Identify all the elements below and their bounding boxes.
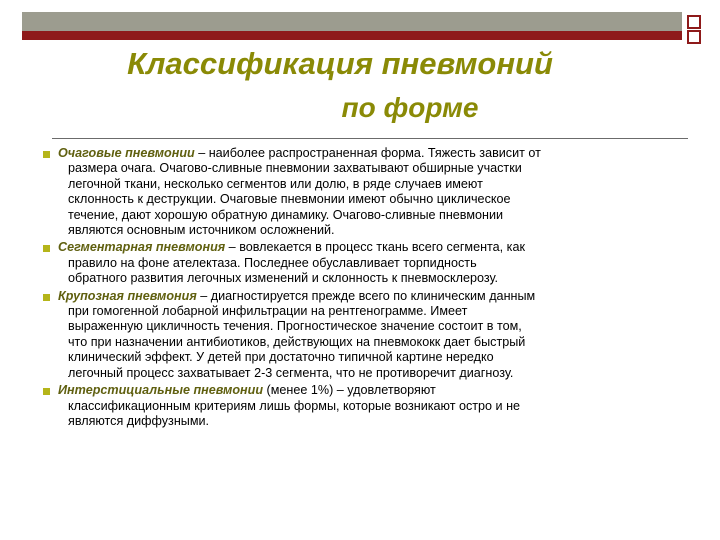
term-lobar: Крупозная пневмония bbox=[58, 288, 197, 303]
term-focal: Очаговые пневмонии bbox=[58, 146, 195, 160]
header-bar-red bbox=[22, 31, 682, 40]
text-line: склонность к деструкции. Очаговые пневмонии имеют обычно циклическое bbox=[68, 192, 511, 207]
title-divider bbox=[52, 138, 688, 139]
bullet-item-focal: Очаговые пневмонии – наиболее распространенная форма. Тяжесть зависит от размера очага. Очагово-сливные пневмонии захватывают обширные участки легочной ткани, несколько сегментов или долю, в ряде случаев имеют склонность к деструкции. Очаговые пневмонии имеют обычно циклическое течение, дают хорошую обратную динамику. Очагово-сливные пневмонии являются основным источником осложнений. bbox=[40, 146, 690, 238]
text-line: обратного развития легочных изменений и склонность к пневмосклерозу. bbox=[68, 271, 499, 286]
text-line: легочной ткани, несколько сегментов или долю, в ряде случаев имеют bbox=[68, 176, 483, 191]
bullet-square-icon bbox=[43, 151, 50, 158]
bullet-item-lobar: Крупозная пневмония – диагностируется прежде всего по клиническим данным при гомогенной лобарной инфильтрации на рентгенограмме. Имеет выраженную цикличность течения. Прогностическое значение состоит в том, что при назначении антибиотиков, действующих на пневмококк дает быстрый клинический эффект. У детей при достаточно типичной картине нередко легочный процесс захватывает 2-3 сегмента, что не противоречит диагнозу. bbox=[40, 289, 690, 381]
text-line: при гомогенной лобарной инфильтрации на рентгенограмме. Имеет bbox=[68, 304, 468, 319]
text-line: течение, дают хорошую обратную динамику. Очагово-сливные пневмонии bbox=[68, 207, 504, 222]
term-segmental: Сегментарная пневмония bbox=[58, 240, 226, 255]
bullet-square-icon bbox=[43, 245, 50, 252]
text-line: классификационным критериям лишь формы, которые возникают остро и не bbox=[68, 398, 521, 413]
text-line: выраженную цикличность течения. Прогностическое значение состоит в том, bbox=[68, 319, 522, 334]
term-interstitial: Интерстициальные пневмонии bbox=[58, 383, 264, 398]
bullet-square-icon bbox=[43, 294, 50, 301]
decorative-square-top bbox=[687, 15, 701, 29]
text-line: что при назначении антибиотиков, действующих на пневмококк дает быстрый bbox=[68, 334, 526, 349]
slide-subtitle: по форме bbox=[341, 92, 479, 123]
bullet-item-segmental: Сегментарная пневмония – вовлекается в процесс ткань всего сегмента, как правило на фоне ателектаза. Последнее обуславливает торпидность обратного развития легочных изменений и склонность к пневмосклерозу. bbox=[40, 240, 690, 286]
slide-title: Классификация пневмоний bbox=[127, 46, 553, 81]
text-line: являются основным источником осложнений. bbox=[68, 223, 335, 238]
text-line: размера очага. Очагово-сливные пневмонии захватывают обширные участки bbox=[68, 161, 522, 176]
text-line: клинический эффект. У детей при достаточно типичной картине нередко bbox=[68, 350, 494, 365]
bullet-square-icon bbox=[43, 388, 50, 395]
bullet-list bbox=[40, 146, 690, 431]
text-line: являются диффузными. bbox=[68, 413, 210, 428]
text-line: правило на фоне ателектаза. Последнее обуславливает торпидность bbox=[68, 255, 477, 270]
text-line: легочный процесс захватывает 2-3 сегмента, что не противоречит диагнозу. bbox=[68, 365, 514, 380]
decorative-square-bottom bbox=[687, 30, 701, 44]
bullet-item-interstitial: Интерстициальные пневмонии (менее 1%) – удовлетворяют классификационным критериям лишь формы, которые возникают остро и не являются диффузными. bbox=[40, 383, 690, 429]
